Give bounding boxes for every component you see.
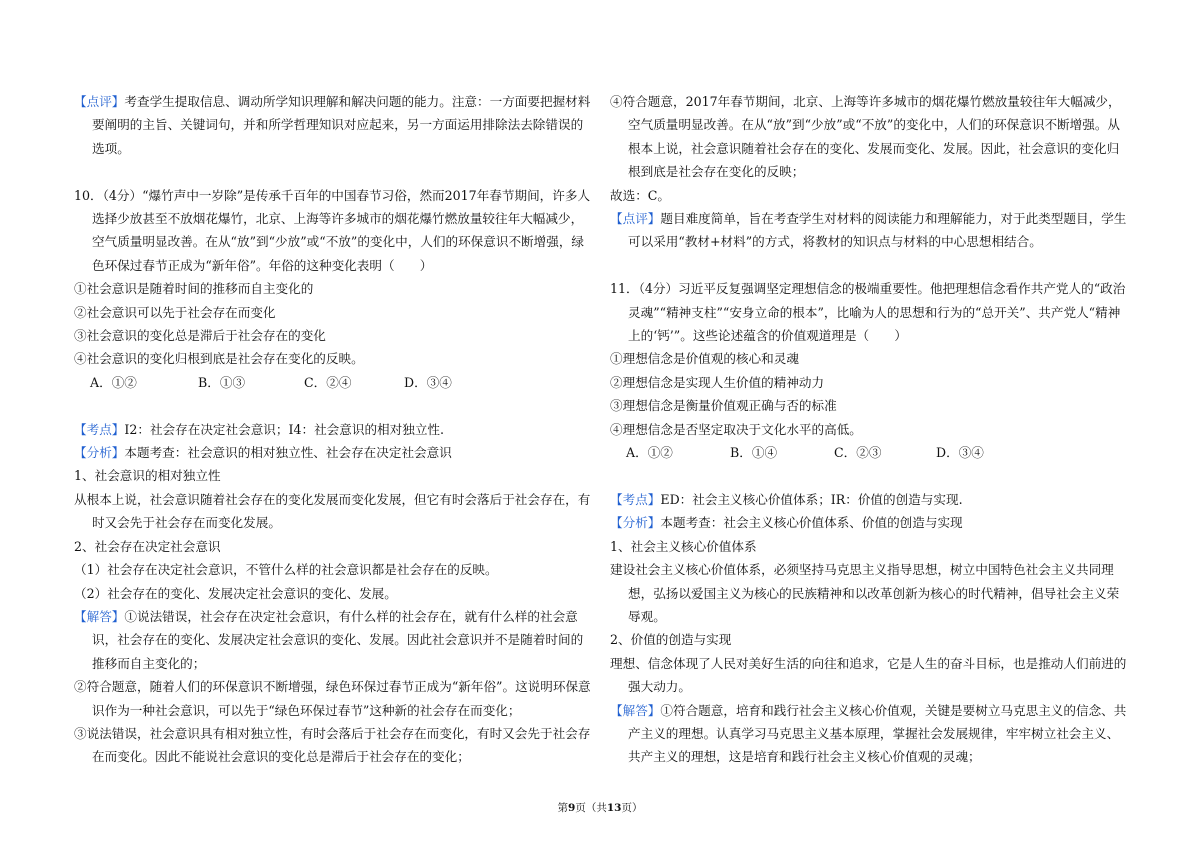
fenxi-tag: 【分析】 xyxy=(74,445,125,461)
question-11-item-4: ④理想信念是否坚定取决于文化水平的高低。 xyxy=(610,421,862,437)
question-11-item-3: ③理想信念是衡量价值观正确与否的标准 xyxy=(610,398,837,414)
jieda-text-2: ①符合题意，培育和践行社会主义核心价值观，关键是要树立马克思主义的信念、共产主义的理想。认真学习马克思主义基本原理，掌握社会发展规律，牢牢树立社会主义、共产主义的理想，这是培育和践行社会主义核心价值观的灵魂； xyxy=(628,702,1127,765)
fenxi-line-3: 2、社会存在决定社会意识 xyxy=(74,538,221,554)
jieda-line-3: ③说法错误，社会意识具有相对独立性，有时会落后于社会存在而变化，有时又会先于社会存在而变化。因此不能说社会意识的变化总是滞后于社会存在的变化； xyxy=(74,725,591,765)
option-d: D．③④ xyxy=(404,374,452,390)
left-column xyxy=(74,90,594,769)
jieda-paragraph-2 xyxy=(610,699,1130,769)
fenxi-line-4: （1）社会存在决定社会意识，不管什么样的社会意识都是社会存在的反映。 xyxy=(74,562,498,578)
question-10-item-3: ③社会意识的变化总是滞后于社会存在的变化 xyxy=(74,328,326,344)
kaodian-tag-2: 【考点】 xyxy=(610,491,661,507)
option-c-2: C．②③ xyxy=(834,445,882,461)
fenxi-paragraph-2 xyxy=(610,511,1130,534)
question-10-item-1: ①社会意识是随着时间的推移而自主变化的 xyxy=(74,281,314,297)
option-b: B．①③ xyxy=(198,374,246,390)
fenxi-line-2: 从根本上说，社会意识随着社会存在的变化发展而变化发展，但它有时会落后于社会存在，有时又会先于社会存在而变化发展。 xyxy=(74,491,591,531)
footer-total-pages: 13 xyxy=(606,802,622,814)
comment-paragraph xyxy=(74,90,594,160)
fenxi-tag-2: 【分析】 xyxy=(610,515,661,531)
fenxi2-line-3: 2、价值的创造与实现 xyxy=(610,632,732,648)
jieda-line-4: ④符合题意，2017年春节期间，北京、上海等许多城市的烟花爆竹燃放量较往年大幅减少，空气质量明显改善。在从“放”到“少放”或“不放”的变化中，人们的环保意识不断增强。从根本上说，社会意识随着社会存在的变化、发展而变化、发展。因此，社会意识的变化归根到底是社会存在变化的反映； xyxy=(610,94,1121,180)
jieda-paragraph xyxy=(74,605,594,675)
fenxi-text-2: 本题考查：社会主义核心价值体系、价值的创造与实现 xyxy=(660,515,963,531)
right-column xyxy=(610,90,1130,769)
question-11-item-2: ②理想信念是实现人生价值的精神动力 xyxy=(610,374,825,390)
option-d-2: D．③④ xyxy=(936,445,984,461)
question-11-stem: 11．（4分）习近平反复强调坚定理想信念的极端重要性。他把理想信念看作共产党人的“政治灵魂”“精神支柱”“安身立命的根本”，比喻为人的思想和行为的“总开关”、共产党人“精神上的‘钙’”。这些论述蕴含的价值观道理是（ ） xyxy=(610,281,1126,344)
question-10-item-4: ④社会意识的变化归根到底是社会存在变化的反映。 xyxy=(74,351,364,367)
comment-tag-2: 【点评】 xyxy=(610,211,661,227)
footer-mid: 页（共 xyxy=(575,802,607,814)
kaodian-paragraph-2 xyxy=(610,488,1130,511)
jieda-text: ①说法错误，社会存在决定社会意识，有什么样的社会存在，就有什么样的社会意识，社会存在的变化、发展决定社会意识的变化、发展。因此社会意识并不是随着时间的推移而自主变化的； xyxy=(92,608,584,671)
fenxi-text: 本题考查：社会意识的相对独立性、社会存在决定社会意识 xyxy=(124,445,452,461)
question-10-options xyxy=(74,371,594,394)
option-a-2: A．①② xyxy=(626,445,673,461)
footer-prefix: 第 xyxy=(557,802,569,814)
footer-suffix: 页） xyxy=(621,802,643,814)
option-b-2: B．①④ xyxy=(730,445,778,461)
kaodian-tag: 【考点】 xyxy=(74,421,125,437)
option-a: A．①② xyxy=(90,374,137,390)
jieda-tag: 【解答】 xyxy=(74,608,125,624)
footer-page-number: 9 xyxy=(568,802,576,814)
question-10-item-2: ②社会意识可以先于社会存在而变化 xyxy=(74,304,276,320)
jieda-line-2: ②符合题意，随着人们的环保意识不断增强，绿色环保过春节正成为“新年俗”。这说明环保意识作为一种社会意识，可以先于“绿色环保过春节”这种新的社会存在而变化； xyxy=(74,679,591,718)
fenxi-line-1: 1、社会意识的相对独立性 xyxy=(74,468,221,484)
answer-line: 故选：C。 xyxy=(610,187,671,203)
comment-paragraph-2 xyxy=(610,207,1130,254)
page-footer xyxy=(0,800,1200,815)
kaodian-text: I2：社会存在决定社会意识；I4：社会意识的相对独立性. xyxy=(124,421,445,437)
comment-text: 考查学生提取信息、调动所学知识理解和解决问题的能力。注意：一方面要把握材料要阐明的主旨、关键词句，并和所学哲理知识对应起来，另一方面运用排除法去除错误的选项。 xyxy=(92,94,591,156)
fenxi2-line-4: 理想、信念体现了人民对美好生活的向往和追求，它是人生的奋斗目标，也是推动人们前进的强大动力。 xyxy=(610,655,1127,695)
question-11-options xyxy=(610,441,1130,464)
kaodian-paragraph xyxy=(74,418,594,441)
question-10-stem: 10．（4分）“爆竹声中一岁除”是传承千百年的中国春节习俗，然而2017年春节期间，许多人选择少放甚至不放烟花爆竹，北京、上海等许多城市的烟花爆竹燃放量较往年大幅减少，空气质量明显改善。在从“放”到“少放”或“不放”的变化中，人们的环保意识不断增强，绿色环保过春节正成为“新年俗”。年俗的这种变化表明（ ） xyxy=(74,187,591,273)
comment-tag: 【点评】 xyxy=(74,94,125,109)
jieda-tag-2: 【解答】 xyxy=(610,702,661,718)
comment-text-2: 题目难度简单，旨在考查学生对材料的阅读能力和理解能力，对于此类型题目，学生可以采用“教材+材料”的方式，将教材的知识点与材料的中心思想相结合。 xyxy=(628,211,1127,250)
option-c: C．②④ xyxy=(304,374,352,390)
kaodian-text-2: ED：社会主义核心价值体系；IR：价值的创造与实现. xyxy=(660,491,963,507)
fenxi2-line-1: 1、社会主义核心价值体系 xyxy=(610,538,757,554)
fenxi-paragraph xyxy=(74,441,594,464)
question-11-item-1: ①理想信念是价值观的核心和灵魂 xyxy=(610,351,799,367)
fenxi2-line-2: 建设社会主义核心价值体系，必须坚持马克思主义指导思想，树立中国特色社会主义共同理想，弘扬以爱国主义为核心的民族精神和以改革创新为核心的时代精神，倡导社会主义荣辱观。 xyxy=(610,562,1120,624)
fenxi-line-5: （2）社会存在的变化、发展决定社会意识的变化、发展。 xyxy=(74,585,397,601)
